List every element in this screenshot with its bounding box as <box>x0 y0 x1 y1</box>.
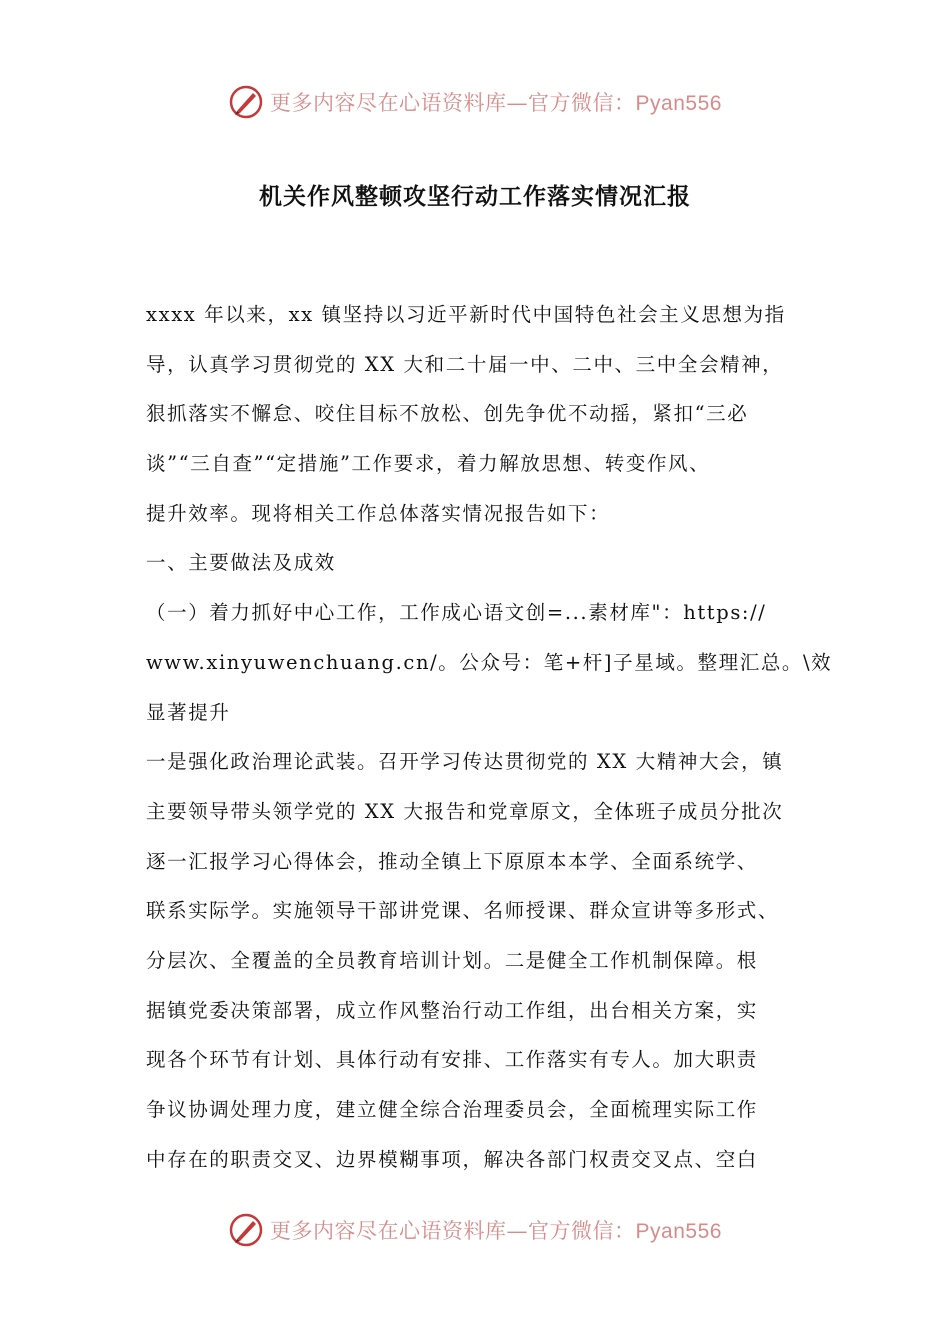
body-line: 争议协调处理力度，建立健全综合治理委员会，全面梳理实际工作 <box>146 1098 758 1121</box>
pen-logo-icon <box>228 84 264 120</box>
body-line: xxxx 年以来，xx 镇坚持以习近平新时代中国特色社会主义思想为指 <box>146 303 786 326</box>
body-line: 显著提升 <box>146 700 231 724</box>
body-line: 据镇党委决策部署，成立作风整治行动工作组，出台相关方案，实 <box>146 998 758 1022</box>
document-title: 机关作风整顿攻坚行动工作落实情况汇报 <box>259 184 691 210</box>
body-line: 提升效率。现将相关工作总体落实情况报告如下： <box>146 501 611 525</box>
body-line: 导，认真学习贯彻党的 XX 大和二十届一中、二中、三中全会精神， <box>146 352 784 376</box>
body-line: 现各个环节有计划、具体行动有安排、工作落实有专人。加大职责 <box>146 1048 758 1072</box>
document-body <box>146 290 833 1184</box>
watermark-banner-top <box>0 80 950 124</box>
body-line: 分层次、全覆盖的全员教育培训计划。二是健全工作机制保障。根 <box>146 948 758 972</box>
body-line: www.xinyuwenchuang.cn/。公众号：笔+杆]子星域。整理汇总。\效 <box>146 650 833 674</box>
body-line: 狠抓落实不懈怠、咬住目标不放松、创先争优不动摇，紧扣“三必 <box>146 402 749 426</box>
subsection-heading: （一）着力抓好中心工作，工作成心语文创=...素材库"：https:// <box>146 601 767 625</box>
watermark-text: 更多内容尽在心语资料库—官方微信：Pyan556 <box>270 91 722 115</box>
section-heading: 一、主要做法及成效 <box>146 551 336 575</box>
body-line: 逐一汇报学习心得体会，推动全镇上下原原本本学、全面系统学、 <box>146 849 758 873</box>
watermark-banner-bottom <box>0 1208 950 1252</box>
body-line: 联系实际学。实施领导干部讲党课、名师授课、群众宣讲等多形式、 <box>146 899 780 923</box>
body-line: 主要领导带头领学党的 XX 大报告和党章原文，全体班子成员分批次 <box>146 799 784 823</box>
body-line: 中存在的职责交叉、边界模糊事项，解决各部门权责交叉点、空白 <box>146 1147 758 1171</box>
pen-logo-icon <box>228 1212 264 1248</box>
body-line: 一是强化政治理论武装。召开学习传达贯彻党的 XX 大精神大会，镇 <box>146 750 784 774</box>
body-line: 谈”“三自查”“定措施”工作要求，着力解放思想、转变作风、 <box>146 452 711 476</box>
watermark-text: 更多内容尽在心语资料库—官方微信：Pyan556 <box>270 1219 722 1243</box>
